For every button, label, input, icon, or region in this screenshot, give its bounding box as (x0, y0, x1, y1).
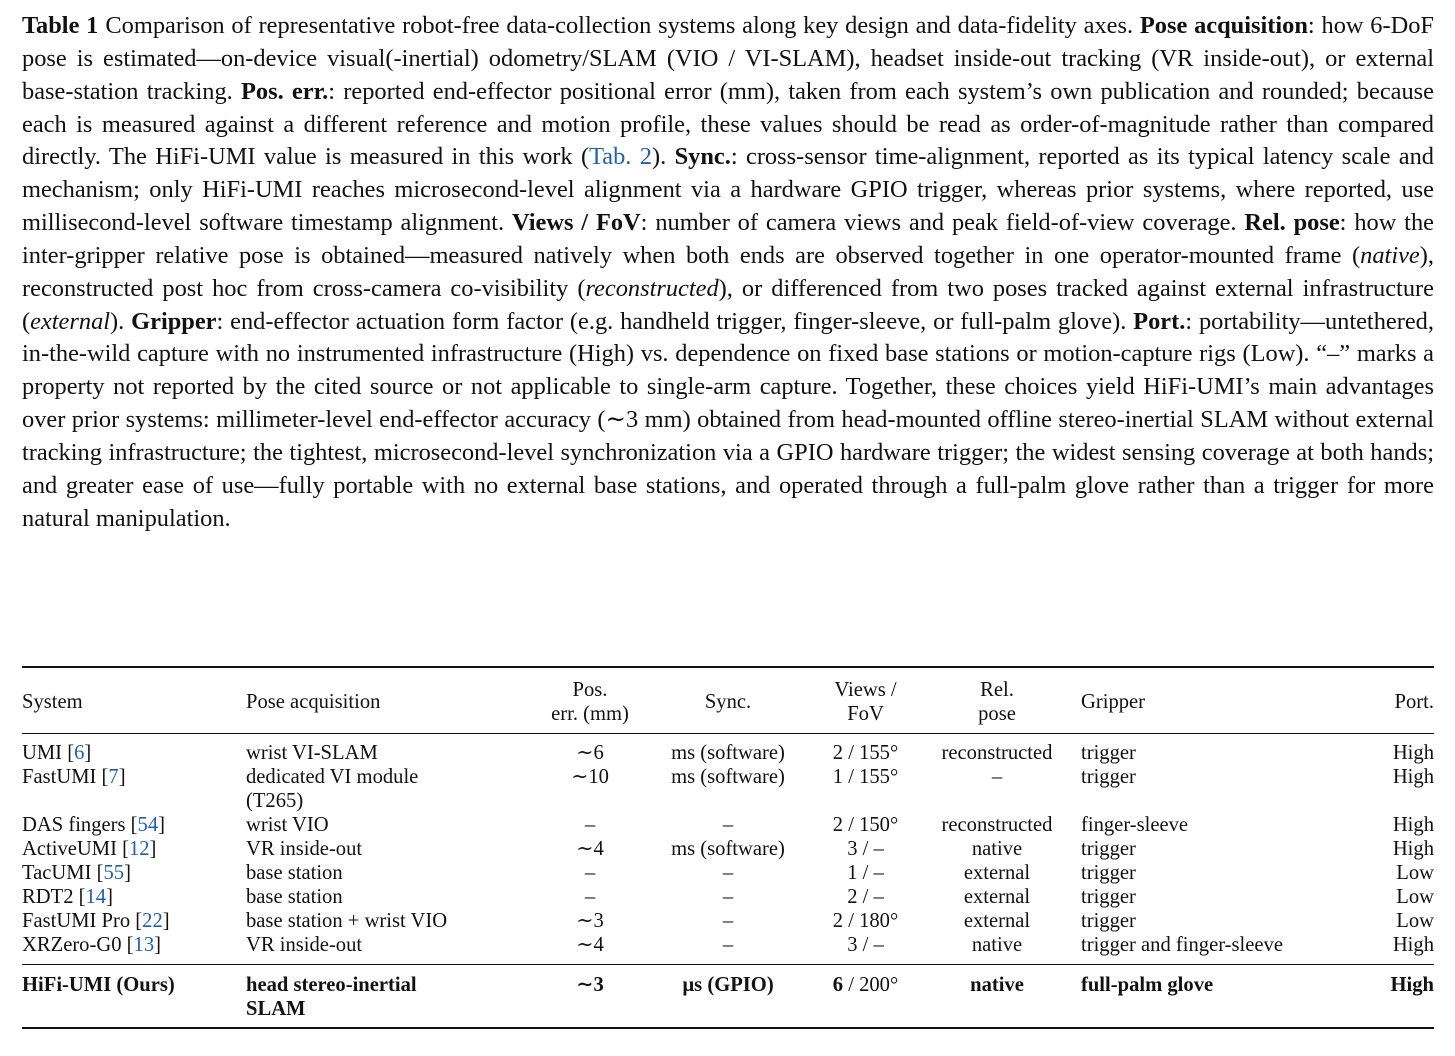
cell-pos-err: – (584, 862, 596, 884)
cell-views-fov: 2 / 150° (832, 814, 899, 836)
cell-sync: – (722, 862, 734, 884)
cell-pose (246, 933, 536, 965)
cell-gripper: trigger and finger-sleeve (1081, 934, 1283, 956)
pose-text: base station + wrist VIO (246, 910, 448, 932)
header-pos-err (536, 667, 644, 734)
term-rel-pose: Rel. pose (1244, 209, 1340, 237)
table-row (22, 765, 1434, 813)
header-system: System (22, 691, 83, 713)
header-pose-acquisition: Pose acquisition (246, 691, 381, 713)
system-name: ActiveUMI [ (22, 838, 129, 860)
cell-pose (246, 813, 536, 837)
cell-sync: ms (software) (671, 766, 785, 788)
caption-text: ), or differenced from two poses tracked against external infrastructure ( (22, 274, 1434, 335)
pose-text-line2: SLAM (246, 998, 306, 1020)
citation-link[interactable]: 22 (142, 910, 163, 932)
caption-text: : reported end-effector positional error (mm), taken from each system’s own publication and rounded; because each is measured against a different reference and motion profile, these values should be read as order-of-magnitude rather than compared directly. The HiFi-UMI value is measured in this work ( (22, 77, 1434, 171)
cell-gripper: trigger (1081, 838, 1136, 860)
term-native: native (1360, 241, 1420, 269)
cell-pos-err: ∼3 (576, 910, 604, 932)
cell-system (22, 861, 246, 885)
term-port: Port. (1133, 307, 1186, 335)
cell-pos-err: – (584, 814, 596, 836)
cell-system: HiFi-UMI (Ours) (22, 974, 175, 996)
table-row (22, 885, 1434, 909)
pose-text: VR inside-out (246, 838, 363, 860)
caption-text: Comparison of representative robot-free data-collection systems along key design and data-fidelity axes. (105, 12, 1134, 39)
citation-link[interactable]: 12 (128, 838, 150, 860)
cell-pose (246, 734, 536, 766)
bracket: ] (124, 862, 131, 884)
system-name: TacUMI [ (22, 862, 104, 884)
cell-rel-pose: external (963, 862, 1031, 884)
cell-pos-err: ∼10 (571, 766, 609, 788)
cell-gripper: full-palm glove (1081, 974, 1214, 996)
tab-2-link[interactable]: Tab. 2 (589, 143, 652, 171)
cell-system (22, 933, 246, 965)
cell-gripper: finger-sleeve (1081, 814, 1189, 836)
header-views-fov (812, 667, 919, 734)
header-views-line2: FoV (847, 703, 884, 725)
cell-pose (246, 885, 536, 909)
table-row (22, 813, 1434, 837)
pose-text: VR inside-out (246, 934, 363, 956)
cell-views-fov: 3 / – (847, 934, 884, 956)
bracket: ] (158, 814, 165, 836)
pose-text: dedicated VI module (246, 766, 419, 788)
cell-port: High (1392, 742, 1434, 764)
table-header (22, 667, 1434, 734)
cell-pos-err: ∼4 (576, 838, 604, 860)
term-reconstructed: reconstructed (585, 274, 719, 302)
term-pose-acquisition: Pose acquisition (1139, 12, 1308, 39)
header-port: Port. (1394, 691, 1434, 713)
cell-port: Low (1396, 886, 1434, 908)
pose-text: wrist VIO (246, 814, 329, 836)
system-name: UMI [ (22, 742, 75, 764)
cell-pos-err: ∼4 (576, 934, 604, 956)
cell-port: High (1390, 974, 1434, 996)
cell-views-fov: 2 / – (847, 886, 884, 908)
ours-row (22, 965, 1434, 1029)
citation-link[interactable]: 7 (108, 766, 119, 788)
system-name: XRZero-G0 [ (22, 934, 134, 956)
cell-sync: – (722, 814, 734, 836)
cell-port: High (1392, 934, 1434, 956)
cell-gripper: trigger (1081, 766, 1136, 788)
cell-pos-err: ∼6 (576, 742, 604, 764)
term-external: external (30, 307, 111, 335)
table-row (22, 861, 1434, 885)
cell-sync: ms (software) (671, 742, 785, 764)
system-name: RDT2 [ (22, 886, 86, 908)
cell-system (22, 909, 246, 933)
caption-text: ), reconstructed post hoc from cross-camera co-visibility ( (22, 241, 1434, 302)
cell-sync: µs (GPIO) (682, 974, 774, 996)
cell-port: High (1392, 766, 1434, 788)
cell-views-fov (812, 965, 919, 1029)
cell-rel-pose: – (991, 766, 1003, 788)
cell-sync: – (722, 910, 734, 932)
comparison-table (22, 666, 1434, 1029)
system-name: DAS fingers [ (22, 814, 138, 836)
table-body (22, 734, 1434, 965)
cell-system (22, 813, 246, 837)
cell-views-fov: 1 / – (847, 862, 884, 884)
cell-port: Low (1396, 910, 1434, 932)
cell-views-fov: 1 / 155° (832, 766, 899, 788)
bracket: ] (162, 910, 170, 932)
table-row (22, 933, 1434, 965)
cell-port: High (1392, 814, 1434, 836)
caption-text: ). (651, 143, 667, 171)
header-pos-err-line2: err. (mm) (551, 703, 629, 725)
cell-rel-pose: external (963, 910, 1031, 932)
cell-rel-pose: native (970, 974, 1024, 996)
table-row (22, 837, 1434, 861)
cell-system (22, 837, 246, 861)
header-rel-line1: Rel. (980, 679, 1014, 701)
cell-pose (246, 765, 536, 813)
caption-text: : cross-sensor time-alignment, reported as its typical latency scale and mechanism; only HiFi-UMI reaches microsecond-level alignment via a hardware GPIO trigger, whereas prior systems, where reported, use millisecond-level software timestamp alignment. (22, 143, 1434, 237)
bracket: ] (84, 742, 92, 764)
cell-gripper: trigger (1081, 862, 1136, 884)
citation-link[interactable]: 13 (133, 934, 155, 956)
caption-text: : number of camera views and peak field-of-view coverage. (640, 209, 1237, 237)
cell-sync: – (722, 934, 734, 956)
table-label: Table 1 (22, 12, 99, 39)
cell-pos-err: – (584, 886, 596, 908)
term-views-fov: Views / FoV (512, 209, 641, 237)
cell-rel-pose: reconstructed (941, 742, 1053, 764)
cell-views-fov: 2 / 155° (832, 742, 899, 764)
caption-text: : portability—untethered, in-the-wild capture with no instrumented infrastructure (High) vs. dependence on fixed base stations or motion-capture rigs (Low). “–” marks a property not reported by the cited source or not applicable to single-arm capture. Together, these choices yield HiFi-UMI’s main advantages over prior systems: millimeter-level end-effector accuracy (∼3 mm) obtained from head-mounted offline stereo-inertial SLAM without external tracking infrastructure; the tightest, microsecond-level synchronization via a GPIO hardware trigger; the widest sensing coverage at both hands; and greater ease of use—fully portable with no external base stations, and operated through a full-palm glove rather than a trigger for more natural manipulation. (22, 307, 1434, 532)
fov-value: / 200° (843, 974, 899, 996)
bracket: ] (149, 838, 157, 860)
table-footer (22, 965, 1434, 1029)
cell-pose (246, 837, 536, 861)
term-pos-err: Pos. err. (241, 77, 329, 105)
header-rel-line2: pose (978, 703, 1016, 725)
cell-gripper: trigger (1081, 886, 1136, 908)
cell-rel-pose: reconstructed (941, 814, 1053, 836)
cell-gripper: trigger (1081, 910, 1136, 932)
citation-link[interactable]: 14 (85, 886, 107, 908)
citation-link[interactable]: 55 (103, 862, 125, 884)
cell-system (22, 734, 246, 766)
header-rel-pose (919, 667, 1075, 734)
header-pos-err-line1: Pos. (572, 679, 608, 701)
views-count: 6 (832, 974, 844, 996)
pose-text-line2: (T265) (246, 790, 304, 812)
bracket: ] (118, 766, 126, 788)
cell-gripper: trigger (1081, 742, 1136, 764)
cell-port: Low (1396, 862, 1434, 884)
citation-link[interactable]: 54 (137, 814, 159, 836)
caption-text: : how 6-DoF pose is estimated—on-device visual(-inertial) odometry/SLAM (VIO / VI-SLAM), headset inside-out tracking (VR inside-out), or external base-station tracking. (22, 12, 1434, 105)
header-gripper: Gripper (1081, 691, 1146, 713)
cell-pos-err: ∼3 (576, 974, 604, 996)
cell-rel-pose: external (963, 886, 1031, 908)
table-caption (22, 10, 1434, 536)
pose-text: head stereo-inertial (246, 974, 417, 996)
cell-port: High (1392, 838, 1434, 860)
cell-system (22, 885, 246, 909)
cell-rel-pose: native (971, 934, 1023, 956)
cell-sync: ms (software) (671, 838, 785, 860)
caption-text: ). (110, 307, 125, 335)
term-sync: Sync. (674, 143, 731, 171)
cell-views-fov: 3 / – (847, 838, 884, 860)
bracket: ] (154, 934, 161, 956)
pose-text: base station (246, 886, 343, 908)
pose-text: base station (246, 862, 343, 884)
pose-text: wrist VI-SLAM (246, 742, 378, 764)
cell-rel-pose: native (971, 838, 1023, 860)
cell-sync: – (722, 886, 734, 908)
bracket: ] (106, 886, 113, 908)
cell-pose (246, 965, 536, 1029)
system-name: FastUMI Pro [ (22, 910, 143, 932)
caption-text: : how the inter-gripper relative pose is obtained—measured natively when both ends are observed together in one operator-mounted frame ( (22, 209, 1434, 269)
header-sync: Sync. (704, 691, 752, 713)
table-row (22, 909, 1434, 933)
cell-views-fov: 2 / 180° (832, 910, 899, 932)
table-row (22, 734, 1434, 766)
cell-system (22, 765, 246, 813)
term-gripper: Gripper (131, 307, 217, 335)
cell-pose (246, 909, 536, 933)
caption-text: : end-effector actuation form factor (e.g. handheld trigger, finger-sleeve, or full-palm glove). (216, 307, 1127, 335)
cell-pose (246, 861, 536, 885)
header-views-line1: Views / (834, 679, 897, 701)
system-name: FastUMI [ (22, 766, 109, 788)
citation-link[interactable]: 6 (74, 742, 85, 764)
